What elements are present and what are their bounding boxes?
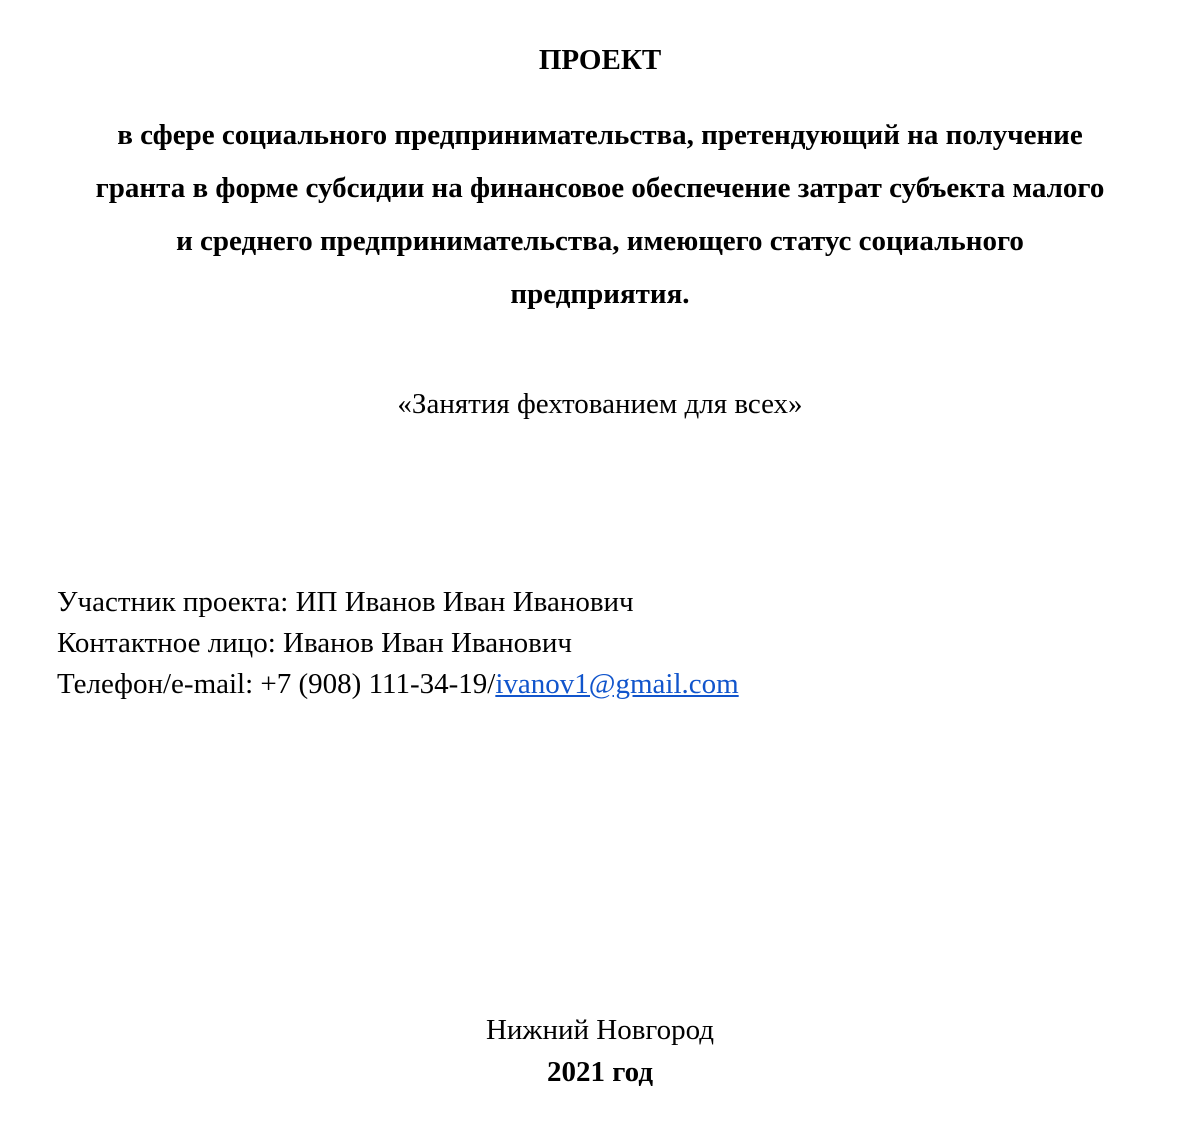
project-name: «Занятия фехтованием для всех» xyxy=(397,388,803,420)
phone-text: Телефон/e-mail: +7 (908) 111-34-19/ xyxy=(57,668,496,700)
participant-line: Участник проекта: ИП Иванов Иван Иванович xyxy=(57,586,634,618)
document-year: 2021 год xyxy=(546,1056,654,1088)
subtitle-line-4: предприятия. xyxy=(510,278,690,310)
contact-block xyxy=(57,582,1057,705)
subtitle-line-2: гранта в форме субсидии на финансовое обеспечение затрат субъекта малого xyxy=(95,172,1105,204)
document-subtitle xyxy=(30,109,1170,321)
phone-email-line xyxy=(57,664,1057,705)
subtitle-line-1: в сфере социального предпринимательства, претендующий на получение xyxy=(117,119,1083,151)
city-name: Нижний Новгород xyxy=(485,1014,715,1046)
email-link[interactable]: ivanov1@gmail.com xyxy=(495,668,739,700)
document-title: ПРОЕКТ xyxy=(538,44,662,76)
subtitle-line-3: и среднего предпринимательства, имеющего статус социального xyxy=(176,225,1024,257)
contact-person-line: Контактное лицо: Иванов Иван Иванович xyxy=(57,627,572,659)
